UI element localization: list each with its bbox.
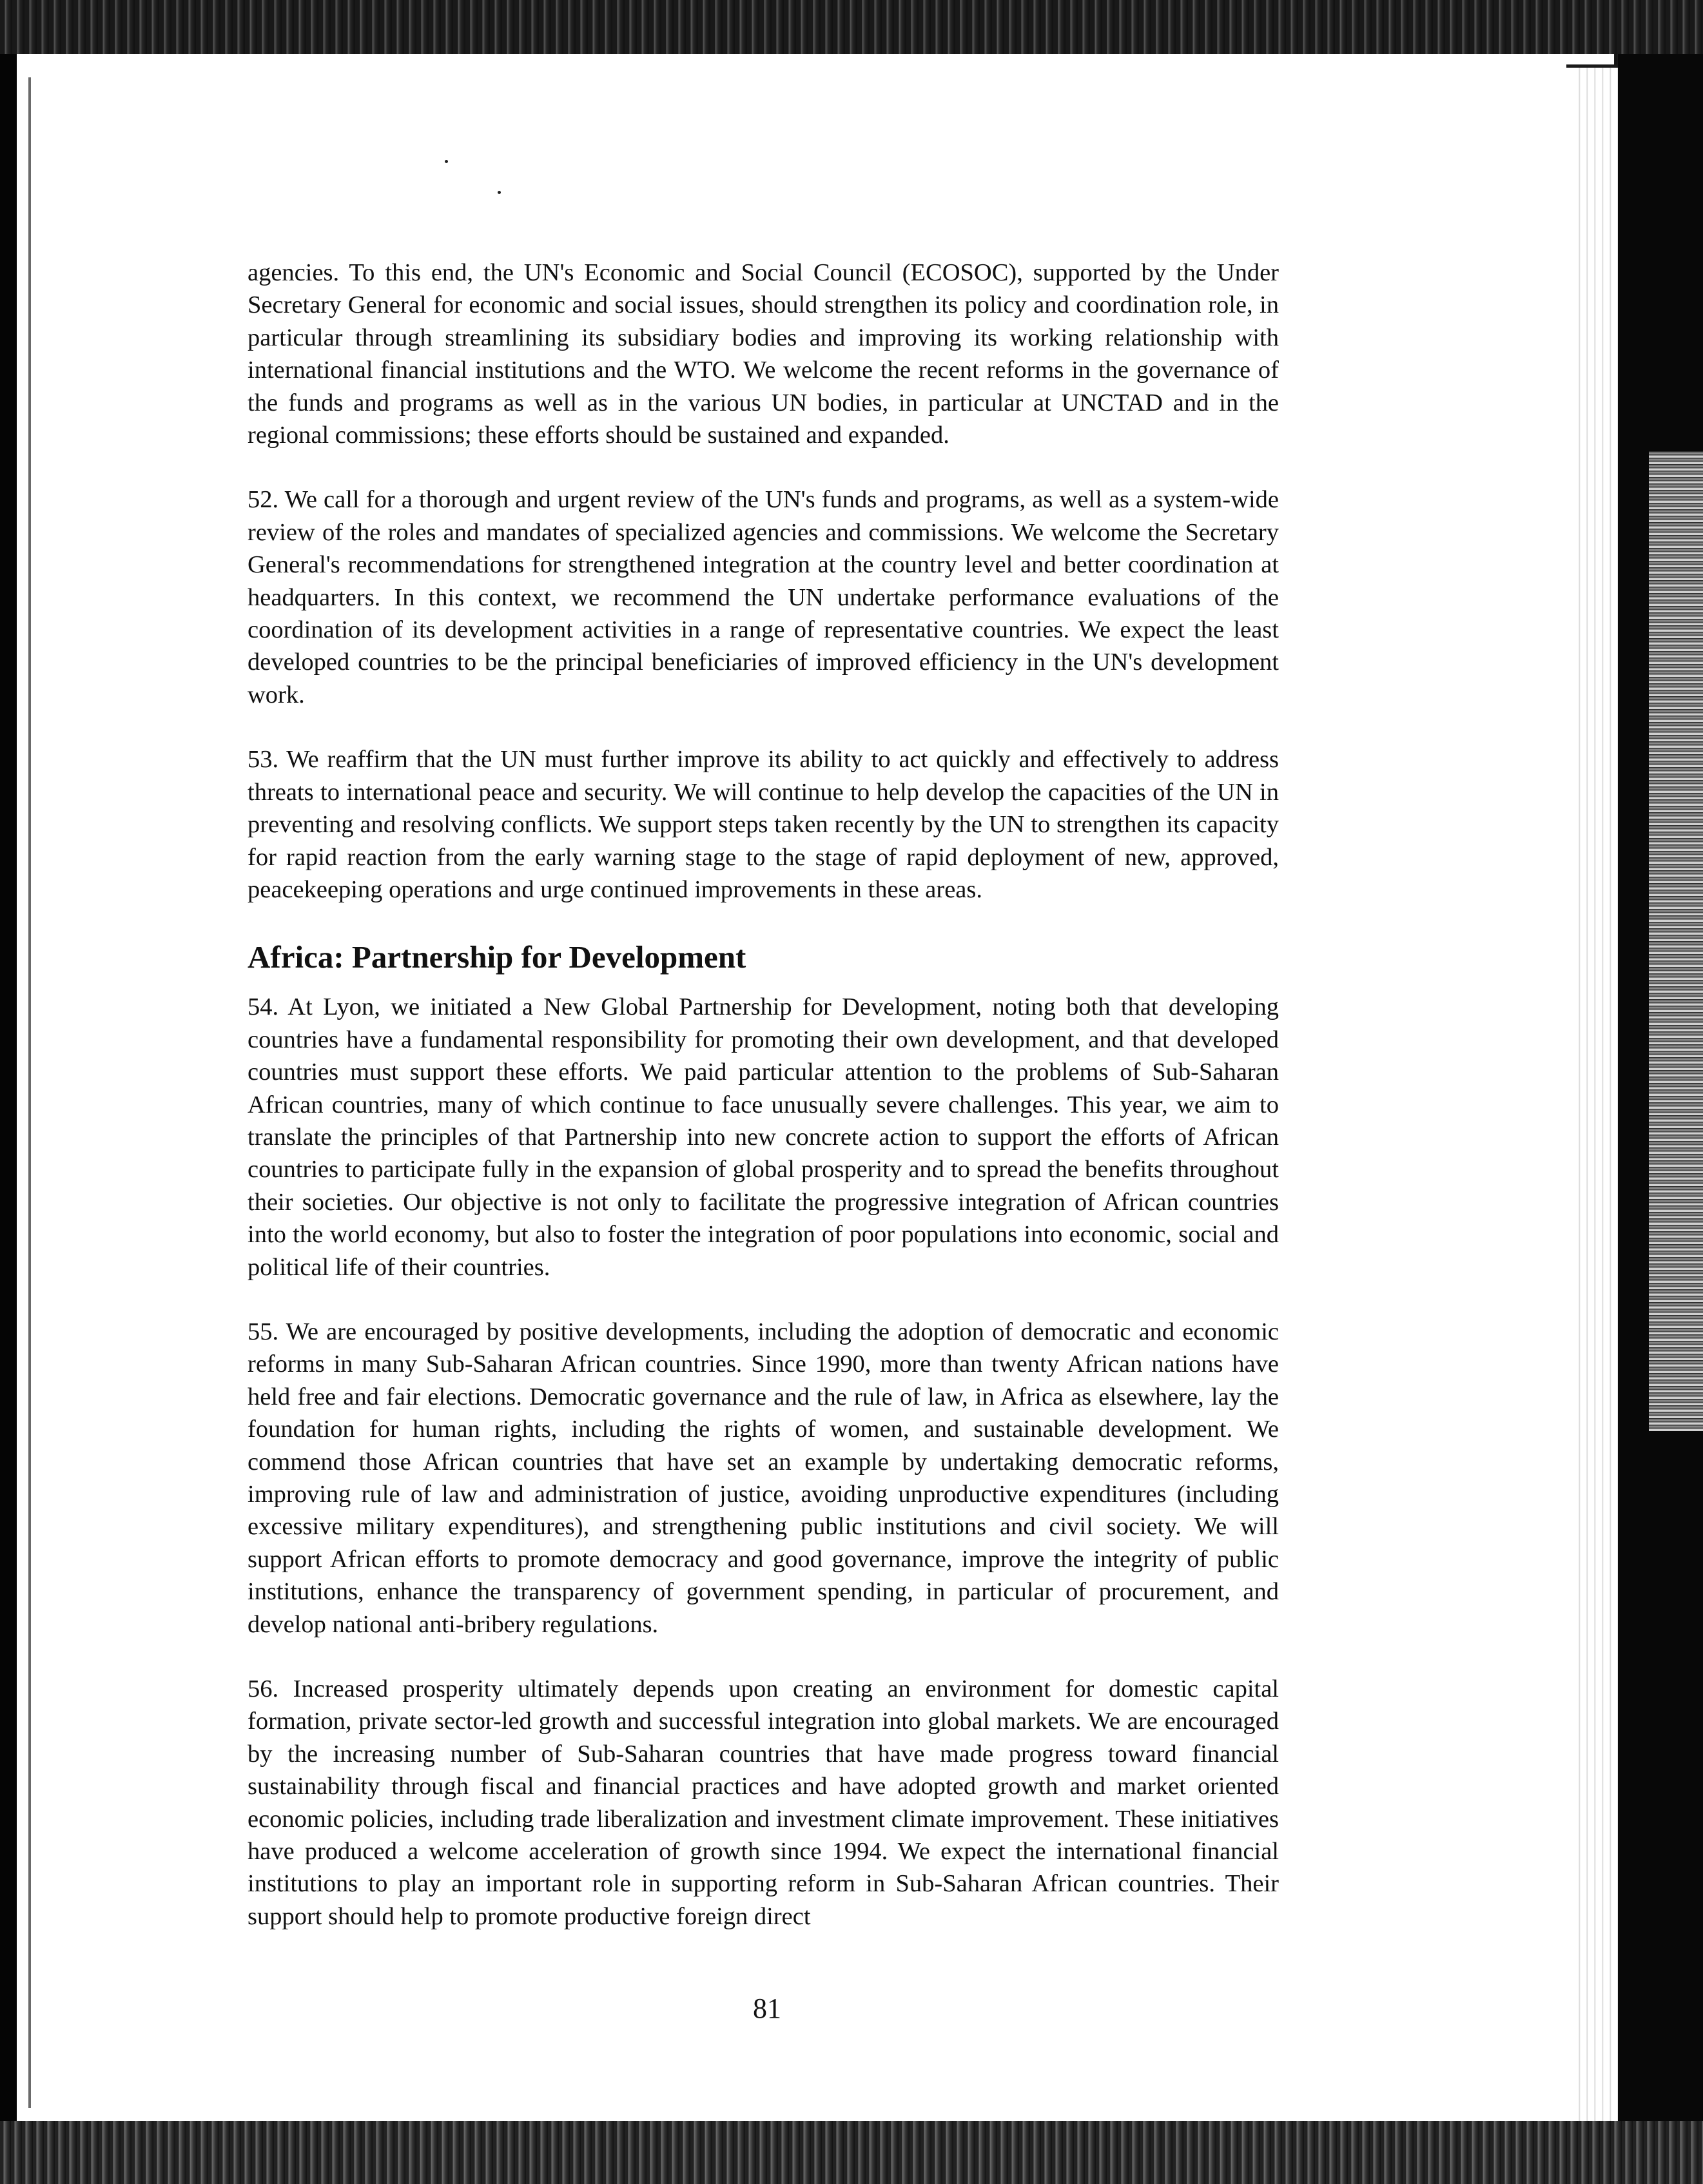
page-number: 81	[753, 1993, 781, 2024]
paragraph-56: 56. Increased prosperity ultimately depends upon creating an environment for domestic capital formation, private sector-led growth and successful integration into global markets. We are encouraged by the increasing number of Sub-Saharan countries that have made progress toward financial sustainability through fiscal and financial practices and have adopted growth and market oriented economic policies, including trade liberalization and investment climate improvement. These initiatives have produced a welcome acceleration of growth since 1994. We expect the international financial institutions to play an important role in supporting reform in Sub-Saharan African countries. Their support should help to promote productive foreign direct	[248, 1675, 1279, 1930]
document-body	[248, 257, 1279, 1965]
paragraph-52: 52. We call for a thorough and urgent review of the UN's funds and programs, as well as a system-wide review of the roles and mandates of specialized agencies and commissions. We welcome the Secretary General's recommendations for strengthened integration at the country level and better coordination at headquarters. In this context, we recommend the UN undertake performance evaluations of the coordination of its development activities in a range of representative countries. We expect the least developed countries to be the principal beneficiaries of improved efficiency in the UN's development work.	[248, 486, 1279, 708]
stacked-page-edges	[1573, 64, 1618, 2121]
scan-speck	[445, 160, 448, 163]
paragraph-54: 54. At Lyon, we initiated a New Global Partnership for Development, noting both that developing countries have a fundamental responsibility for promoting their own development, and that developed countries must support these efforts. We paid particular attention to the problems of Sub-Saharan African countries, many of which continue to face unusually severe challenges. This year, we aim to translate the principles of that Partnership into new concrete action to support the efforts of African countries to participate fully in the expansion of global prosperity and to spread the benefits throughout their societies. Our objective is not only to facilitate the progressive integration of African countries into the world economy, but also to foster the integration of poor populations into economic, social and political life of their countries.	[248, 993, 1279, 1281]
scan-noise-bottom	[0, 2121, 1703, 2184]
scan-speck	[498, 191, 501, 194]
binding-shadow-line	[28, 77, 31, 2108]
scan-noise-right	[1649, 451, 1703, 1431]
paragraph-51-continued: agencies. To this end, the UN's Economic and Social Council (ECOSOC), supported by the Under Secretary General for economic and social issues, should strengthen its policy and coordination role, in particular through streamlining its subsidiary bodies and improving its working relationship with international financial institutions and the WTO. We welcome the recent reforms in the governance of the funds and programs as well as in the various UN bodies, in particular at UNCTAD and in the regional commissions; these efforts should be sustained and expanded.	[248, 259, 1279, 449]
paragraph-55: 55. We are encouraged by positive developments, including the adoption of democratic and economic reforms in many Sub-Saharan African countries. Since 1990, more than twenty African nations have held free and fair elections. Democratic governance and the rule of law, in Africa as elsewhere, lay the foundation for human rights, including the rights of women, and sustainable development. We commend those African countries that have set an example by undertaking democratic reforms, improving rule of law and administration of justice, avoiding unproductive expenditures (including excessive military expenditures), and strengthening public institutions and civil society. We will support African efforts to promote democracy and good governance, improve the integrity of public institutions, enhance the transparency of government spending, in particular of procurement, and develop national anti-bribery regulations.	[248, 1318, 1279, 1638]
section-heading: Africa: Partnership for Development	[248, 939, 746, 975]
paragraph-53: 53. We reaffirm that the UN must further improve its ability to act quickly and effectively to address threats to international peace and security. We will continue to help develop the capacities of the UN in preventing and resolving conflicts. We support steps taken recently by the UN to strengthen its capacity for rapid reaction from the early warning stage to the stage of rapid deployment of new, approved, peacekeeping operations and urge continued improvements in these areas.	[248, 746, 1279, 903]
